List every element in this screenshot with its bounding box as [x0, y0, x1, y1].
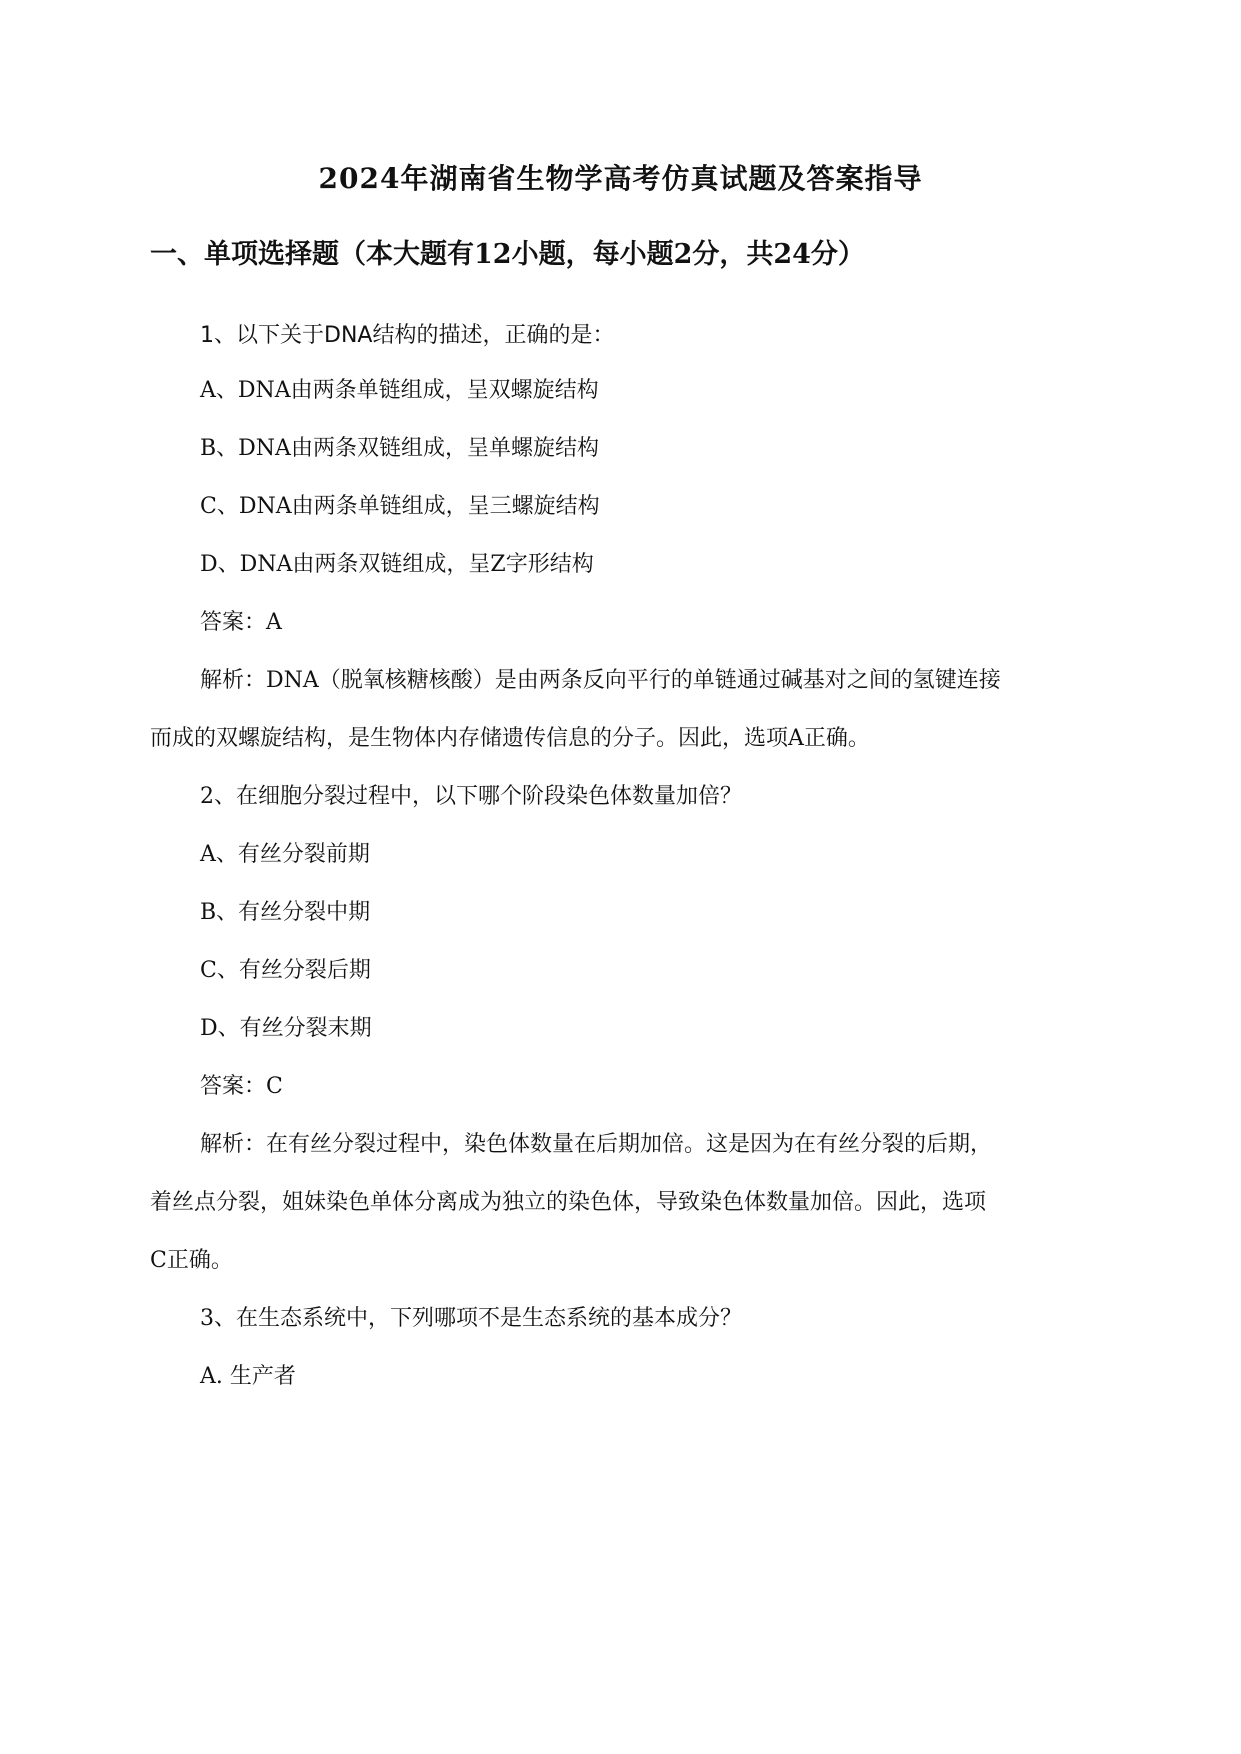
question-2-analysis-line-1: 解析：在有丝分裂过程中，染色体数量在后期加倍。这是因为在有丝分裂的后期， — [200, 1132, 993, 1157]
question-2-option-b: B、有丝分裂中期 — [200, 900, 371, 925]
question-2-option-c: C、有丝分裂后期 — [200, 958, 371, 983]
question-2-analysis-line-2: 着丝点分裂，姐妹染色单体分离成为独立的染色体，导致染色体数量加倍。因此，选项 — [150, 1190, 987, 1215]
question-3-option-a: A. 生产者 — [200, 1364, 296, 1389]
question-2-option-a: A、有丝分裂前期 — [200, 842, 370, 867]
question-1-analysis-line-2: 而成的双螺旋结构，是生物体内存储遗传信息的分子。因此，选项A正确。 — [150, 726, 870, 751]
question-2-stem: 2、在细胞分裂过程中，以下哪个阶段染色体数量加倍？ — [200, 784, 742, 809]
question-2-answer: 答案：C — [200, 1074, 283, 1099]
question-1-stem: 1、以下关于DNA结构的描述，正确的是： — [200, 323, 615, 348]
question-2-analysis-line-3: C正确。 — [150, 1248, 233, 1273]
section-heading: 一、单项选择题（本大题有12小题，每小题2分，共24分） — [150, 239, 865, 270]
question-3-stem: 3、在生态系统中，下列哪项不是生态系统的基本成分？ — [200, 1306, 742, 1331]
question-1-answer: 答案：A — [200, 610, 282, 635]
question-1-option-c: C、DNA由两条单链组成，呈三螺旋结构 — [200, 494, 600, 519]
question-1-analysis-line-1: 解析：DNA（脱氧核糖核酸）是由两条反向平行的单链通过碱基对之间的氢键连接 — [200, 668, 1001, 693]
question-1-option-a: A、DNA由两条单链组成，呈双螺旋结构 — [200, 378, 599, 403]
page-title: 2024年湖南省生物学高考仿真试题及答案指导 — [318, 162, 923, 195]
question-1-option-b: B、DNA由两条双链组成，呈单螺旋结构 — [200, 436, 599, 461]
question-2-option-d: D、有丝分裂末期 — [200, 1016, 372, 1041]
question-1-option-d: D、DNA由两条双链组成，呈Z字形结构 — [200, 552, 594, 577]
